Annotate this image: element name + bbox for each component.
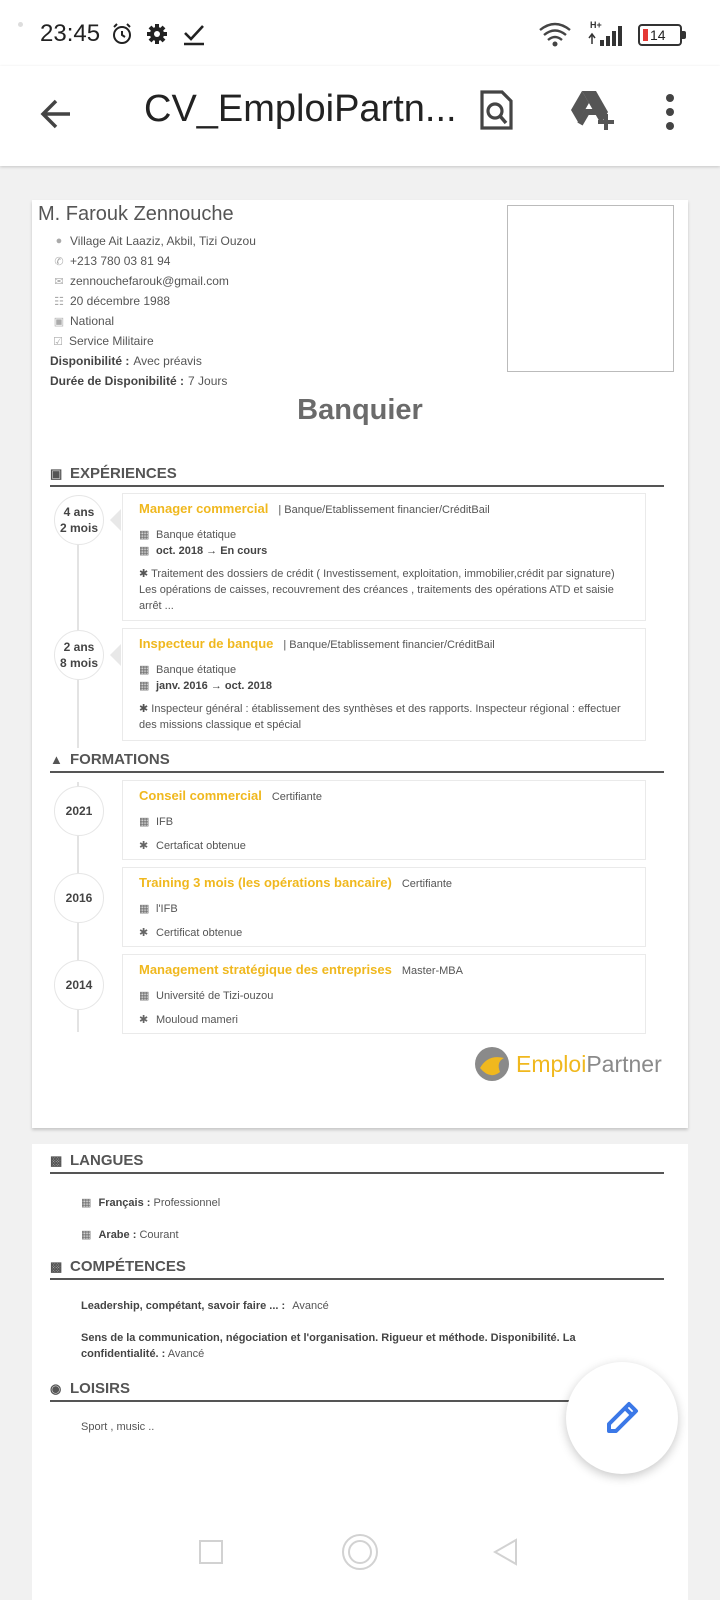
job-title: Banquier	[297, 394, 423, 426]
bank-icon: ▦	[139, 816, 150, 828]
availability-duration-value: 7 Jours	[188, 374, 228, 388]
status-time: 23:45	[40, 20, 101, 47]
note-line	[139, 839, 246, 852]
asterisk-icon: ✱	[139, 703, 149, 715]
language-level: Courant	[139, 1229, 179, 1241]
email-text: zennouchefarouk@gmail.com	[70, 274, 229, 288]
competence-item	[81, 1298, 329, 1314]
formation-title: Training 3 mois (les opérations bancaire)	[139, 875, 392, 890]
bank-icon: ▦	[81, 1229, 92, 1241]
school-line	[139, 989, 273, 1002]
emploipartner-logo	[474, 1046, 662, 1082]
alarm-icon	[110, 22, 134, 46]
competence-label: Leadership, compétant, savoir faire ... :	[81, 1300, 286, 1312]
bank-icon: ▦	[139, 903, 150, 915]
description-text: Traitement des dossiers de crédit ( Investissement, exploitation, immobilier,crédit par signature) Les opérations de caisses, recouvrement des créances , traitements des opérations ATD et saisie arrêt ...	[139, 568, 615, 612]
experience-duration-bubble	[54, 630, 104, 680]
checkbox-icon: ☑	[53, 335, 63, 348]
langues-section-title	[50, 1152, 664, 1174]
duration-line1: 2 ans	[63, 640, 95, 654]
brand-suffix: Partner	[586, 1050, 662, 1077]
formation-card	[122, 954, 646, 1034]
document-title: CV_EmploiPartn...	[144, 88, 457, 130]
availability-label: Disponibilité :	[50, 354, 130, 368]
loisirs-title: LOISIRS	[70, 1380, 131, 1397]
formation-card	[122, 867, 646, 947]
period-line	[139, 679, 272, 692]
formation-year-bubble	[54, 786, 104, 836]
status-bar	[0, 0, 720, 66]
availability-duration-label: Durée de Disponibilité :	[50, 374, 185, 388]
bus-icon: ▣	[53, 315, 65, 328]
wifi-icon	[538, 22, 572, 48]
loisirs-text: Sport , music ..	[81, 1421, 155, 1433]
formation-title: Conseil commercial	[139, 788, 262, 803]
availability-value: Avec préavis	[133, 354, 202, 368]
experience-description	[139, 566, 635, 614]
phone-line	[52, 254, 170, 268]
experience-card	[122, 628, 646, 741]
experiences-title: EXPÉRIENCES	[70, 465, 177, 482]
competence-label: Sens de la communication, négociation et l'organisation. Rigueur et méthode. Disponibilité. La	[81, 1332, 576, 1344]
formation-type: Master-MBA	[401, 965, 463, 977]
langues-title: LANGUES	[70, 1152, 144, 1169]
experience-title: Inspecteur de banque	[139, 636, 274, 651]
calendar-icon: ▦	[139, 545, 150, 557]
language-item	[81, 1227, 179, 1243]
note-text: Certaficat obtenue	[156, 839, 246, 852]
school-text: l'IFB	[156, 902, 178, 915]
battery-icon	[638, 24, 682, 46]
formation-type: Certifiante	[401, 878, 452, 890]
company-line	[139, 663, 236, 676]
envelope-icon: ✉	[54, 275, 64, 288]
language-label: Français :	[98, 1197, 151, 1209]
mobility-line	[52, 314, 114, 328]
competences-title: COMPÉTENCES	[70, 1258, 186, 1275]
gamepad-icon: ◉	[50, 1380, 62, 1396]
briefcase-icon: ▣	[50, 465, 63, 481]
graduation-cap-icon: ▲	[50, 752, 63, 767]
company-text: Banque étatique	[156, 663, 237, 676]
asterisk-icon: ✱	[139, 927, 149, 939]
duration-line2: 8 mois	[59, 656, 98, 670]
back-triangle-icon[interactable]	[492, 1538, 520, 1566]
school-line	[139, 815, 173, 828]
availability-duration-line	[50, 374, 227, 388]
bank-icon: ▦	[139, 529, 150, 541]
competence-level: Avancé	[292, 1300, 329, 1312]
period-text: oct. 2018 → En cours	[156, 544, 268, 557]
document-search-icon[interactable]	[478, 88, 514, 132]
bank-icon: ▦	[139, 664, 150, 676]
asterisk-icon: ✱	[139, 568, 149, 580]
competence-level: Avancé	[167, 1348, 205, 1360]
address-text: Village Ait Laaziz, Akbil, Tizi Ouzou	[70, 234, 256, 248]
more-vert-icon[interactable]	[664, 92, 676, 132]
period-text: janv. 2016 → oct. 2018	[156, 679, 272, 692]
language-label: Arabe :	[98, 1229, 137, 1241]
military-text: Service Militaire	[69, 334, 154, 348]
school-text: IFB	[156, 815, 174, 828]
card-pointer	[110, 509, 121, 531]
language-icon: ▩	[50, 1258, 63, 1274]
photo-placeholder	[507, 205, 674, 372]
period-line	[139, 544, 267, 557]
experiences-section-title	[50, 465, 664, 487]
school-line	[139, 902, 178, 915]
description-text: Inspecteur général : établissement des synthèses et des rapports. Inspecteur régional : effectuer des missions classique et spécial	[139, 703, 621, 731]
phone-icon: ✆	[54, 255, 64, 268]
experience-sector: | Banque/Etablissement financier/CréditBail	[278, 504, 490, 516]
bank-icon: ▦	[81, 1197, 92, 1209]
edit-pencil-icon	[601, 1397, 643, 1439]
company-text: Banque étatique	[156, 528, 237, 541]
experience-card	[122, 493, 646, 621]
gear-icon	[145, 22, 169, 46]
competence-label-cont: confidentialité. :	[81, 1348, 166, 1360]
address-line	[52, 234, 256, 248]
home-circle-icon[interactable]	[340, 1532, 380, 1572]
asterisk-icon: ✱	[139, 840, 149, 852]
email-line	[52, 274, 229, 288]
duration-line1: 4 ans	[63, 505, 95, 519]
experience-sector: | Banque/Etablissement financier/CréditBail	[283, 639, 495, 651]
experience-description	[139, 701, 635, 733]
competences-section-title	[50, 1258, 664, 1280]
formation-year-bubble	[54, 873, 104, 923]
network-type: H+	[590, 20, 602, 30]
formation-type: Certifiante	[271, 791, 322, 803]
note-text: Mouloud mameri	[156, 1013, 238, 1026]
competence-item	[81, 1330, 621, 1362]
signal-icon	[588, 24, 624, 46]
language-level: Professionnel	[153, 1197, 221, 1209]
experience-duration-bubble	[54, 495, 104, 545]
brand-prefix: Emploi	[516, 1050, 587, 1077]
check-icon	[182, 22, 206, 46]
formation-year: 2014	[65, 978, 93, 992]
formation-year: 2016	[65, 891, 93, 905]
cv-page-1	[32, 200, 688, 1128]
birthdate-text: 20 décembre 1988	[70, 294, 171, 308]
note-line	[139, 1013, 238, 1026]
birthdate-line	[52, 294, 170, 308]
formation-card	[122, 780, 646, 860]
language-item	[81, 1195, 220, 1211]
candidate-name: M. Farouk Zennouche	[38, 203, 234, 225]
recents-square-icon[interactable]	[198, 1539, 224, 1565]
edit-fab-button[interactable]	[566, 1362, 678, 1474]
drive-add-icon[interactable]	[568, 88, 616, 132]
note-text: Certificat obtenue	[156, 926, 243, 939]
school-text: Université de Tizi-ouzou	[156, 989, 274, 1002]
battery-level: 14	[650, 27, 666, 43]
notification-dot	[18, 22, 23, 27]
app-bar	[0, 66, 720, 166]
emploipartner-logo-icon	[474, 1046, 510, 1082]
company-line	[139, 528, 236, 541]
formations-title: FORMATIONS	[70, 751, 170, 768]
calendar-icon: ▦	[139, 680, 150, 692]
back-arrow-icon[interactable]	[36, 94, 76, 134]
military-line	[51, 334, 154, 348]
language-icon: ▩	[50, 1152, 63, 1168]
asterisk-icon: ✱	[139, 1014, 149, 1026]
card-pointer	[110, 644, 121, 666]
duration-line2: 2 mois	[59, 521, 98, 535]
formation-year-bubble	[54, 960, 104, 1010]
formations-section-title	[50, 751, 664, 773]
mobility-text: National	[70, 314, 115, 328]
note-line	[139, 926, 242, 939]
formation-title: Management stratégique des entreprises	[139, 962, 392, 977]
experience-title: Manager commercial	[139, 501, 269, 516]
formation-year: 2021	[65, 804, 93, 818]
bank-icon: ▦	[139, 990, 150, 1002]
phone-text: +213 780 03 81 94	[70, 254, 171, 268]
map-marker-icon: ●	[55, 235, 63, 247]
availability-line	[50, 354, 202, 368]
cake-icon: ☷	[54, 295, 64, 308]
